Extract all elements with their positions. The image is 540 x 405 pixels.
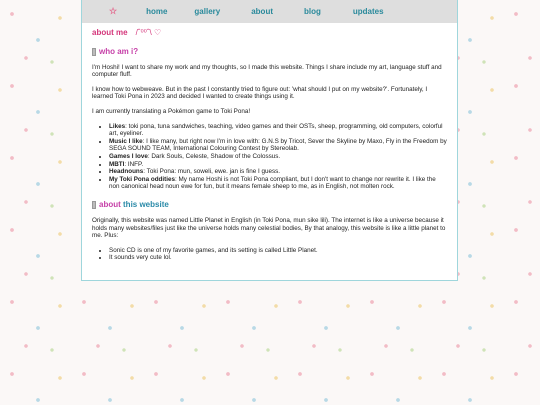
fact-label: My Toki Pona oddities: [109, 175, 176, 183]
list-item: [109, 153, 447, 161]
fact-text: : I like many, but right now I'm in love with: G.N.S by Tricot, Sever the Skyline by Maxo, Fly in the Freedom by SEGA SOUND TEAM, International Colouring Contest by Stereolab.: [109, 137, 447, 153]
nav-link-home[interactable]: home: [146, 7, 168, 16]
list-item: [109, 138, 447, 153]
page-title: [92, 29, 447, 37]
list-item: [109, 176, 447, 191]
list-item: [109, 161, 447, 169]
who-heading-text: who am i?: [99, 46, 139, 56]
fact-label: MBTI: [109, 160, 125, 168]
kaomoji: /ˆ⁰⁰ˆ\ ♡: [135, 28, 162, 37]
nav-link-gallery[interactable]: gallery: [194, 7, 221, 16]
list-item: [109, 168, 447, 176]
fact-text: : INFP.: [124, 160, 144, 168]
fact-label: Music I like: [109, 137, 143, 145]
fact-label: Likes: [109, 122, 126, 130]
star-icon[interactable]: ☆: [109, 6, 118, 16]
content: [82, 23, 457, 262]
fact-text: : toki pona, tuna sandwiches, teaching, video games and their OSTs, sheep, programming, old computers, colorful art, eyeliner.: [109, 122, 443, 138]
nav-link-blog[interactable]: blog: [304, 7, 321, 16]
fact-text: : Toki Pona: mun, soweli, ewe. jan is fine I guess.: [143, 168, 281, 176]
navbar: [82, 0, 457, 23]
fact-text: : Dark Souls, Celeste, Shadow of the Colossus.: [147, 152, 281, 160]
nav-link-updates[interactable]: updates: [352, 7, 384, 16]
fact-label: Headnouns: [109, 168, 144, 176]
main-panel: [81, 0, 458, 281]
nav-link-about[interactable]: about: [251, 7, 273, 16]
pokemon-paragraph: I am currently translating a Pokémon game to Toki Pona!: [92, 107, 251, 115]
site-paragraph: Originally, this website was named Little Planet in English (in Toki Pona, mun sike lili). The internet is like a universe because it holds many websites/files just like the universe holds many celestial bodies, By that analogy, this website is like a little planet to me. Plus:: [92, 216, 446, 240]
site-heading-highlight: this website: [123, 200, 169, 210]
who-heading: [92, 48, 447, 56]
webweave-paragraph: I know how to webweave. But in the past I constantly tried to figure out: 'what should I put on my website?'. Fortunately, I learned Toki Pona in 2023 and decided I wanted to create things using it.: [92, 85, 428, 101]
facts-list: [92, 123, 447, 191]
fact-text: : My name Hoshi is not Toki Pona compliant, but I don't want to change nor rewrite it. I like the non canonical head noun ewe for fun, but it means female sheep to me, as in English, not molten rock.: [109, 175, 436, 191]
list-item: [109, 123, 447, 138]
site-list: [92, 247, 447, 262]
page-title-text: about me: [92, 28, 128, 37]
list-item: • Sonic CD is one of my favorite games, and its setting is called Little Planet.: [109, 247, 447, 255]
intro-paragraph: I'm Hoshi! I want to share my work and my thoughts, so I made this website. Things I share include my art, language stuff and computer fluff.: [92, 63, 442, 79]
heading-bullet-icon: [92, 48, 96, 56]
fact-label: Games I love: [109, 152, 148, 160]
site-heading-pre: about: [99, 200, 121, 210]
site-heading: [92, 201, 447, 209]
list-item: • It sounds very cute lol.: [109, 254, 447, 262]
heading-bullet-icon: [92, 201, 96, 209]
